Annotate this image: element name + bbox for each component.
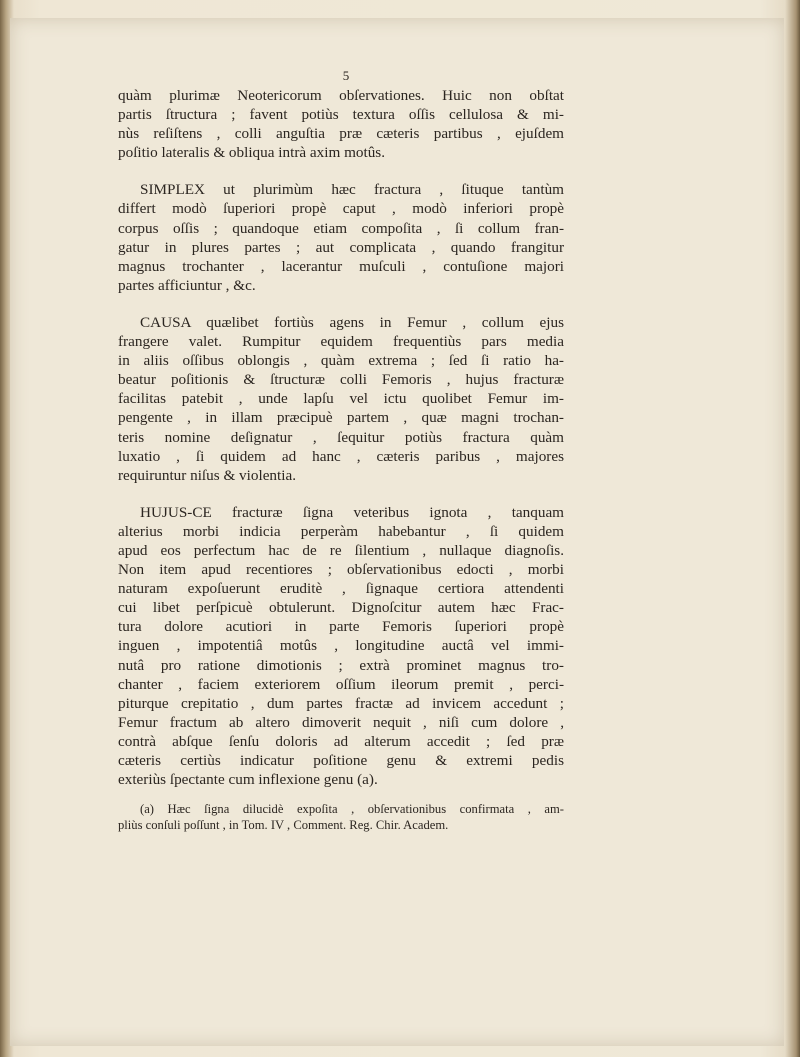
text-line: exteriùs ſpectante cum inflexione genu (a). bbox=[118, 771, 378, 789]
text-line: alterius morbi indicia perperàm habebantur , ſi quidem bbox=[118, 522, 564, 540]
text-line: HUJUS-CE fracturæ ſigna veteribus ignota , tanquam bbox=[140, 503, 564, 521]
text-line: nùs reſiſtens , colli anguſtia præ cæteris partibus , ejuſdem bbox=[118, 125, 564, 143]
text-line: teris nomine deſignatur , ſequitur potiùs fractura quàm bbox=[118, 428, 564, 446]
text-line: magnus trochanter , lacerantur muſculi , contuſione majori bbox=[118, 257, 564, 275]
body-text bbox=[118, 68, 564, 789]
text-line: pengente , in illam præcipuè partem , quæ magni trochan- bbox=[118, 409, 564, 427]
paragraph-3 bbox=[118, 313, 564, 485]
text-line: piturque crepitatio , dum partes fractæ ad invicem accedunt ; bbox=[118, 694, 564, 712]
text-line: partes afficiuntur , &c. bbox=[118, 276, 256, 294]
paragraph-2 bbox=[118, 180, 564, 295]
text-line: frangere valet. Rumpitur equidem frequentiùs pars media bbox=[118, 333, 564, 351]
text-line: SIMPLEX ut plurimùm hæc fractura , ſituque tantùm bbox=[140, 181, 564, 199]
text-line: CAUSA quælibet fortiùs agens in Femur , collum ejus bbox=[140, 313, 564, 331]
text-line: requiruntur niſus & violentia. bbox=[118, 466, 297, 484]
text-line: facilitas patebit , unde lapſu vel ictu quolibet Femur im- bbox=[118, 390, 564, 408]
text-line: in aliis oſſibus oblongis , quàm extrema ; ſed ſi ratio ha- bbox=[118, 352, 564, 370]
text-line: inguen , impotentiâ motûs , longitudine auctâ vel immi- bbox=[118, 637, 564, 655]
footnote-line: pliùs conſuli poſſunt , in Tom. IV , Comment. Reg. Chir. Academ. bbox=[118, 818, 449, 832]
text-line: cæteris certiùs indicatur poſitione genu & extremi pedis bbox=[118, 752, 564, 769]
text-line: nutâ pro ratione dimotionis ; extrà prominet magnus tro- bbox=[118, 656, 564, 674]
text-line: corpus oſſis ; quandoque etiam compoſita , ſi collum fran- bbox=[118, 219, 564, 237]
text-line: poſitio lateralis & obliqua intrà axim motûs. bbox=[118, 144, 386, 162]
text-line: quàm plurimæ Neotericorum obſervationes. Huic non obſtat bbox=[118, 87, 564, 104]
text-line: gatur in plures partes ; aut complicata , quando frangitur bbox=[118, 238, 564, 256]
footnote-line: (a) Hæc ſigna dilucidè expoſita , obſervationibus confirmata , am- bbox=[140, 802, 564, 816]
footnote bbox=[118, 801, 564, 833]
text-line: cui libet perſpicuè obtulerunt. Dignoſcitur autem hæc Frac- bbox=[118, 599, 564, 617]
text-line: beatur poſitionis & ſtructuræ colli Femoris , hujus fracturæ bbox=[118, 371, 564, 389]
text-line: partis ſtructura ; favent potiùs textura oſſis cellulosa & mi- bbox=[118, 106, 564, 124]
page-number: 5 bbox=[342, 68, 350, 83]
text-line: tura dolore acutiori in parte Femoris ſuperiori propè bbox=[118, 618, 564, 636]
text-line: chanter , faciem exteriorem oſſium ileorum premit , perci- bbox=[118, 675, 564, 693]
paragraph-1 bbox=[118, 86, 564, 162]
text-line: Femur fractum ab altero dimoverit nequit , niſi cum dolore , bbox=[118, 713, 564, 731]
text-line: contrà abſque ſenſu doloris ad alterum accedit ; ſed præ bbox=[118, 732, 564, 750]
paragraph-4 bbox=[118, 503, 564, 789]
text-line: differt modò ſuperiori propè caput , modò inferiori propè bbox=[118, 200, 564, 218]
text-line: Non item apud recentiores ; obſervationibus edocti , morbi bbox=[118, 561, 564, 579]
text-line: luxatio , ſi quidem ad hanc , cæteris paribus , majores bbox=[118, 447, 564, 465]
text-line: naturam expoſuerunt eruditè , ſignaque certiora attendenti bbox=[118, 580, 564, 598]
text-line: apud eos perfectum hac de re ſilentium , nullaque diagnoſis. bbox=[118, 541, 564, 559]
